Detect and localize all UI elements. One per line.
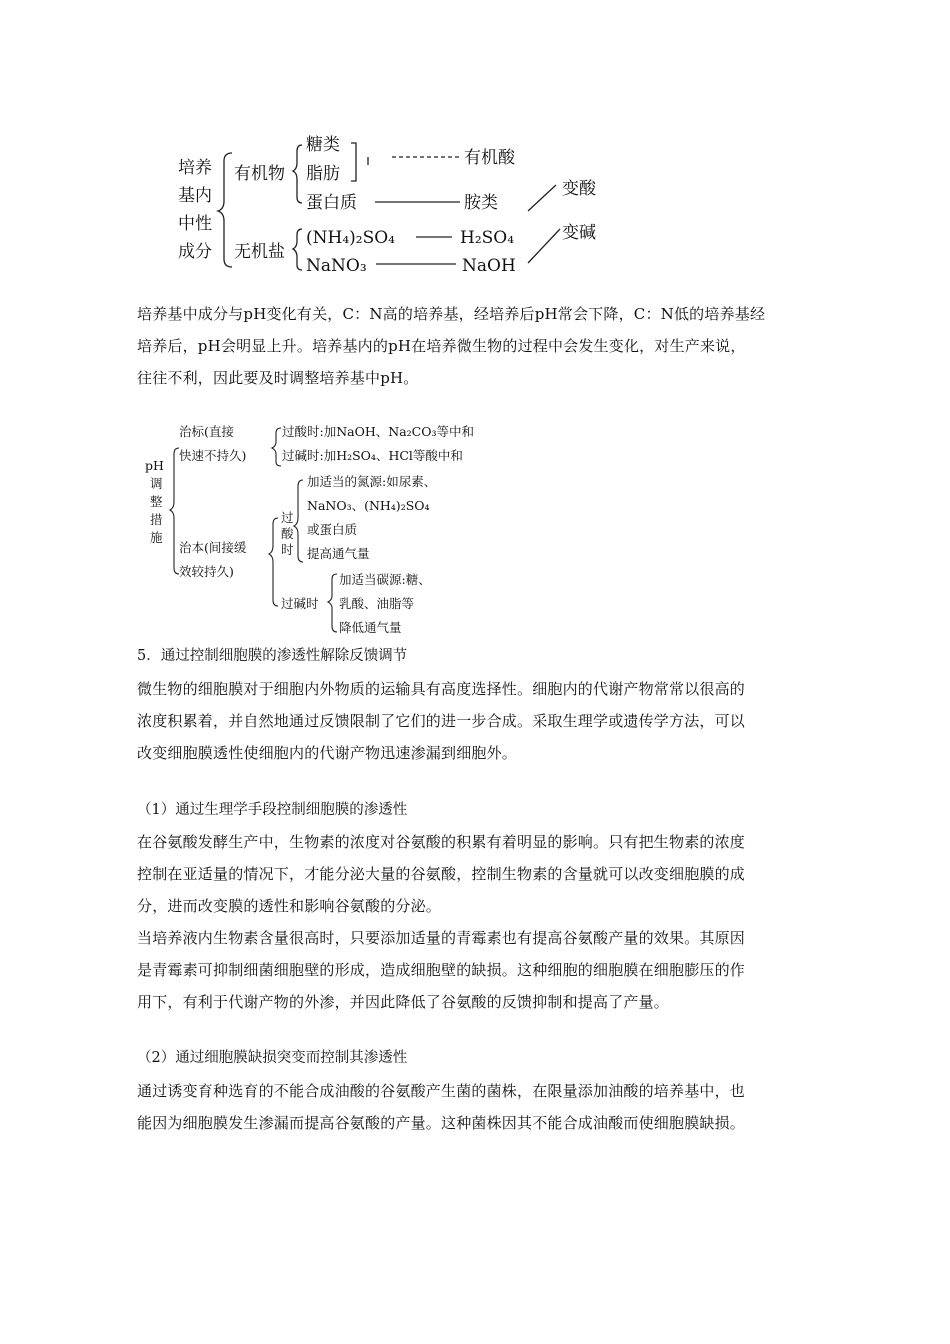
over-acid-char-3: 时	[281, 542, 294, 557]
become-acid-label: 变酸	[562, 179, 596, 199]
root-char-2: 调	[150, 476, 163, 491]
sulfuric-acid-label: H₂SO₄	[460, 228, 515, 248]
organic-label: 有机物	[234, 164, 285, 184]
root-label-1: 培养	[178, 158, 212, 178]
paragraph-oleic-acid: 通过诱变育种选育的不能合成油酸的谷氨酸产生菌的菌株，在限量添加油酸的培养基中，也 能因为细胞膜发生渗漏而提高谷氨酸的产量。这种菌株因其不能合成油酸而使细胞膜缺损。	[137, 1082, 746, 1132]
root-label-3: 中性	[178, 214, 212, 234]
root-label-2: 基内	[178, 186, 212, 206]
over-acid-palliative: 过酸时:加NaOH、Na₂CO₃等中和	[282, 424, 474, 439]
radical-line-2: 效较持久)	[179, 564, 234, 579]
subheading-2: （2）通过细胞膜缺损突变而控制其渗透性	[137, 1050, 408, 1066]
acid-item-4: 提高通气量	[307, 546, 370, 561]
paragraph-ph-change: 培养基中成分与pH变化有关，C：N高的培养基，经培养后pH常会下降，C：N低的培养基经 培养后，pH会明显上升。培养基内的pH在培养微生物的过程中会发生变化，对生产来说， 往往不利，因此要及时调整培养基中pH。	[137, 305, 766, 387]
base-item-3: 降低通气量	[339, 620, 402, 635]
paragraph-penicillin: 当培养液内生物素含量很高时，只要添加适量的青霉素也有提高谷氨酸产量的效果。其原因 是青霉素可抑制细菌细胞壁的形成，造成细胞壁的缺损。这种细胞的细胞膜在细胞膨压的作 用下，有利于代谢产物的外渗，并因此降低了谷氨酸的反馈抑制和提高了产量。	[137, 929, 746, 1011]
over-base-label: 过碱时	[281, 596, 319, 611]
paragraph-membrane-selectivity: 微生物的细胞膜对于细胞内外物质的运输具有高度选择性。细胞内的代谢产物常常以很高的 浓度积累着，并自然地通过反馈限制了它们的进一步合成。采取生理学或遗传学方法，可以 改变细胞膜透性使细胞内的代谢产物迅速渗漏到细胞外。	[137, 680, 746, 762]
section-heading-5: 5．通过控制细胞膜的渗透性解除反馈调节	[137, 648, 408, 664]
inorganic-label: 无机盐	[234, 242, 285, 262]
palliative-line-2: 快速不持久)	[179, 448, 247, 463]
medium-ph-diagram	[170, 135, 610, 280]
radical-line-1: 治本(间接缓	[179, 540, 247, 555]
over-base-palliative: 过碱时:加H₂SO₄、HCl等酸中和	[282, 448, 463, 463]
become-base-label: 变碱	[562, 223, 596, 243]
base-item-2: 乳酸、油脂等	[339, 596, 415, 611]
sugar-label: 糖类	[306, 135, 340, 155]
subheading-1: （1）通过生理学手段控制细胞膜的渗透性	[137, 802, 408, 818]
root-ph: pH	[145, 458, 164, 473]
root-char-4: 措	[150, 512, 163, 527]
root-label-4: 成分	[178, 242, 212, 262]
root-char-3: 整	[150, 494, 163, 509]
protein-label: 蛋白质	[306, 193, 357, 213]
acid-item-1: 加适当的氮源:如尿素、	[307, 474, 437, 489]
naoh-label: NaOH	[462, 256, 516, 276]
over-acid-char-2: 酸	[281, 526, 294, 541]
ammonium-sulfate-label: (NH₄)₂SO₄	[306, 228, 395, 248]
over-acid-char-1: 过	[281, 510, 294, 525]
palliative-line-1: 治标(直接	[179, 424, 234, 439]
acid-item-3: 或蛋白质	[307, 522, 358, 537]
acid-item-2: NaNO₃、(NH₄)₂SO₄	[307, 498, 430, 513]
root-char-5: 施	[150, 530, 163, 545]
paragraph-biotin: 在谷氨酸发酵生产中，生物素的浓度对谷氨酸的积累有着明显的影响。只有把生物素的浓度 控制在亚适量的情况下，才能分泌大量的谷氨酸，控制生物素的含量就可以改变细胞膜的成 分，进而改变膜的透性和影响谷氨酸的分泌。	[137, 833, 746, 915]
sodium-nitrate-label: NaNO₃	[306, 256, 367, 276]
base-item-1: 加适当碳源:糖、	[339, 572, 431, 587]
amines-label: 胺类	[464, 193, 498, 213]
organic-acid-label: 有机酸	[464, 148, 515, 168]
fat-label: 脂肪	[306, 164, 340, 184]
ph-adjustment-diagram	[143, 420, 523, 642]
